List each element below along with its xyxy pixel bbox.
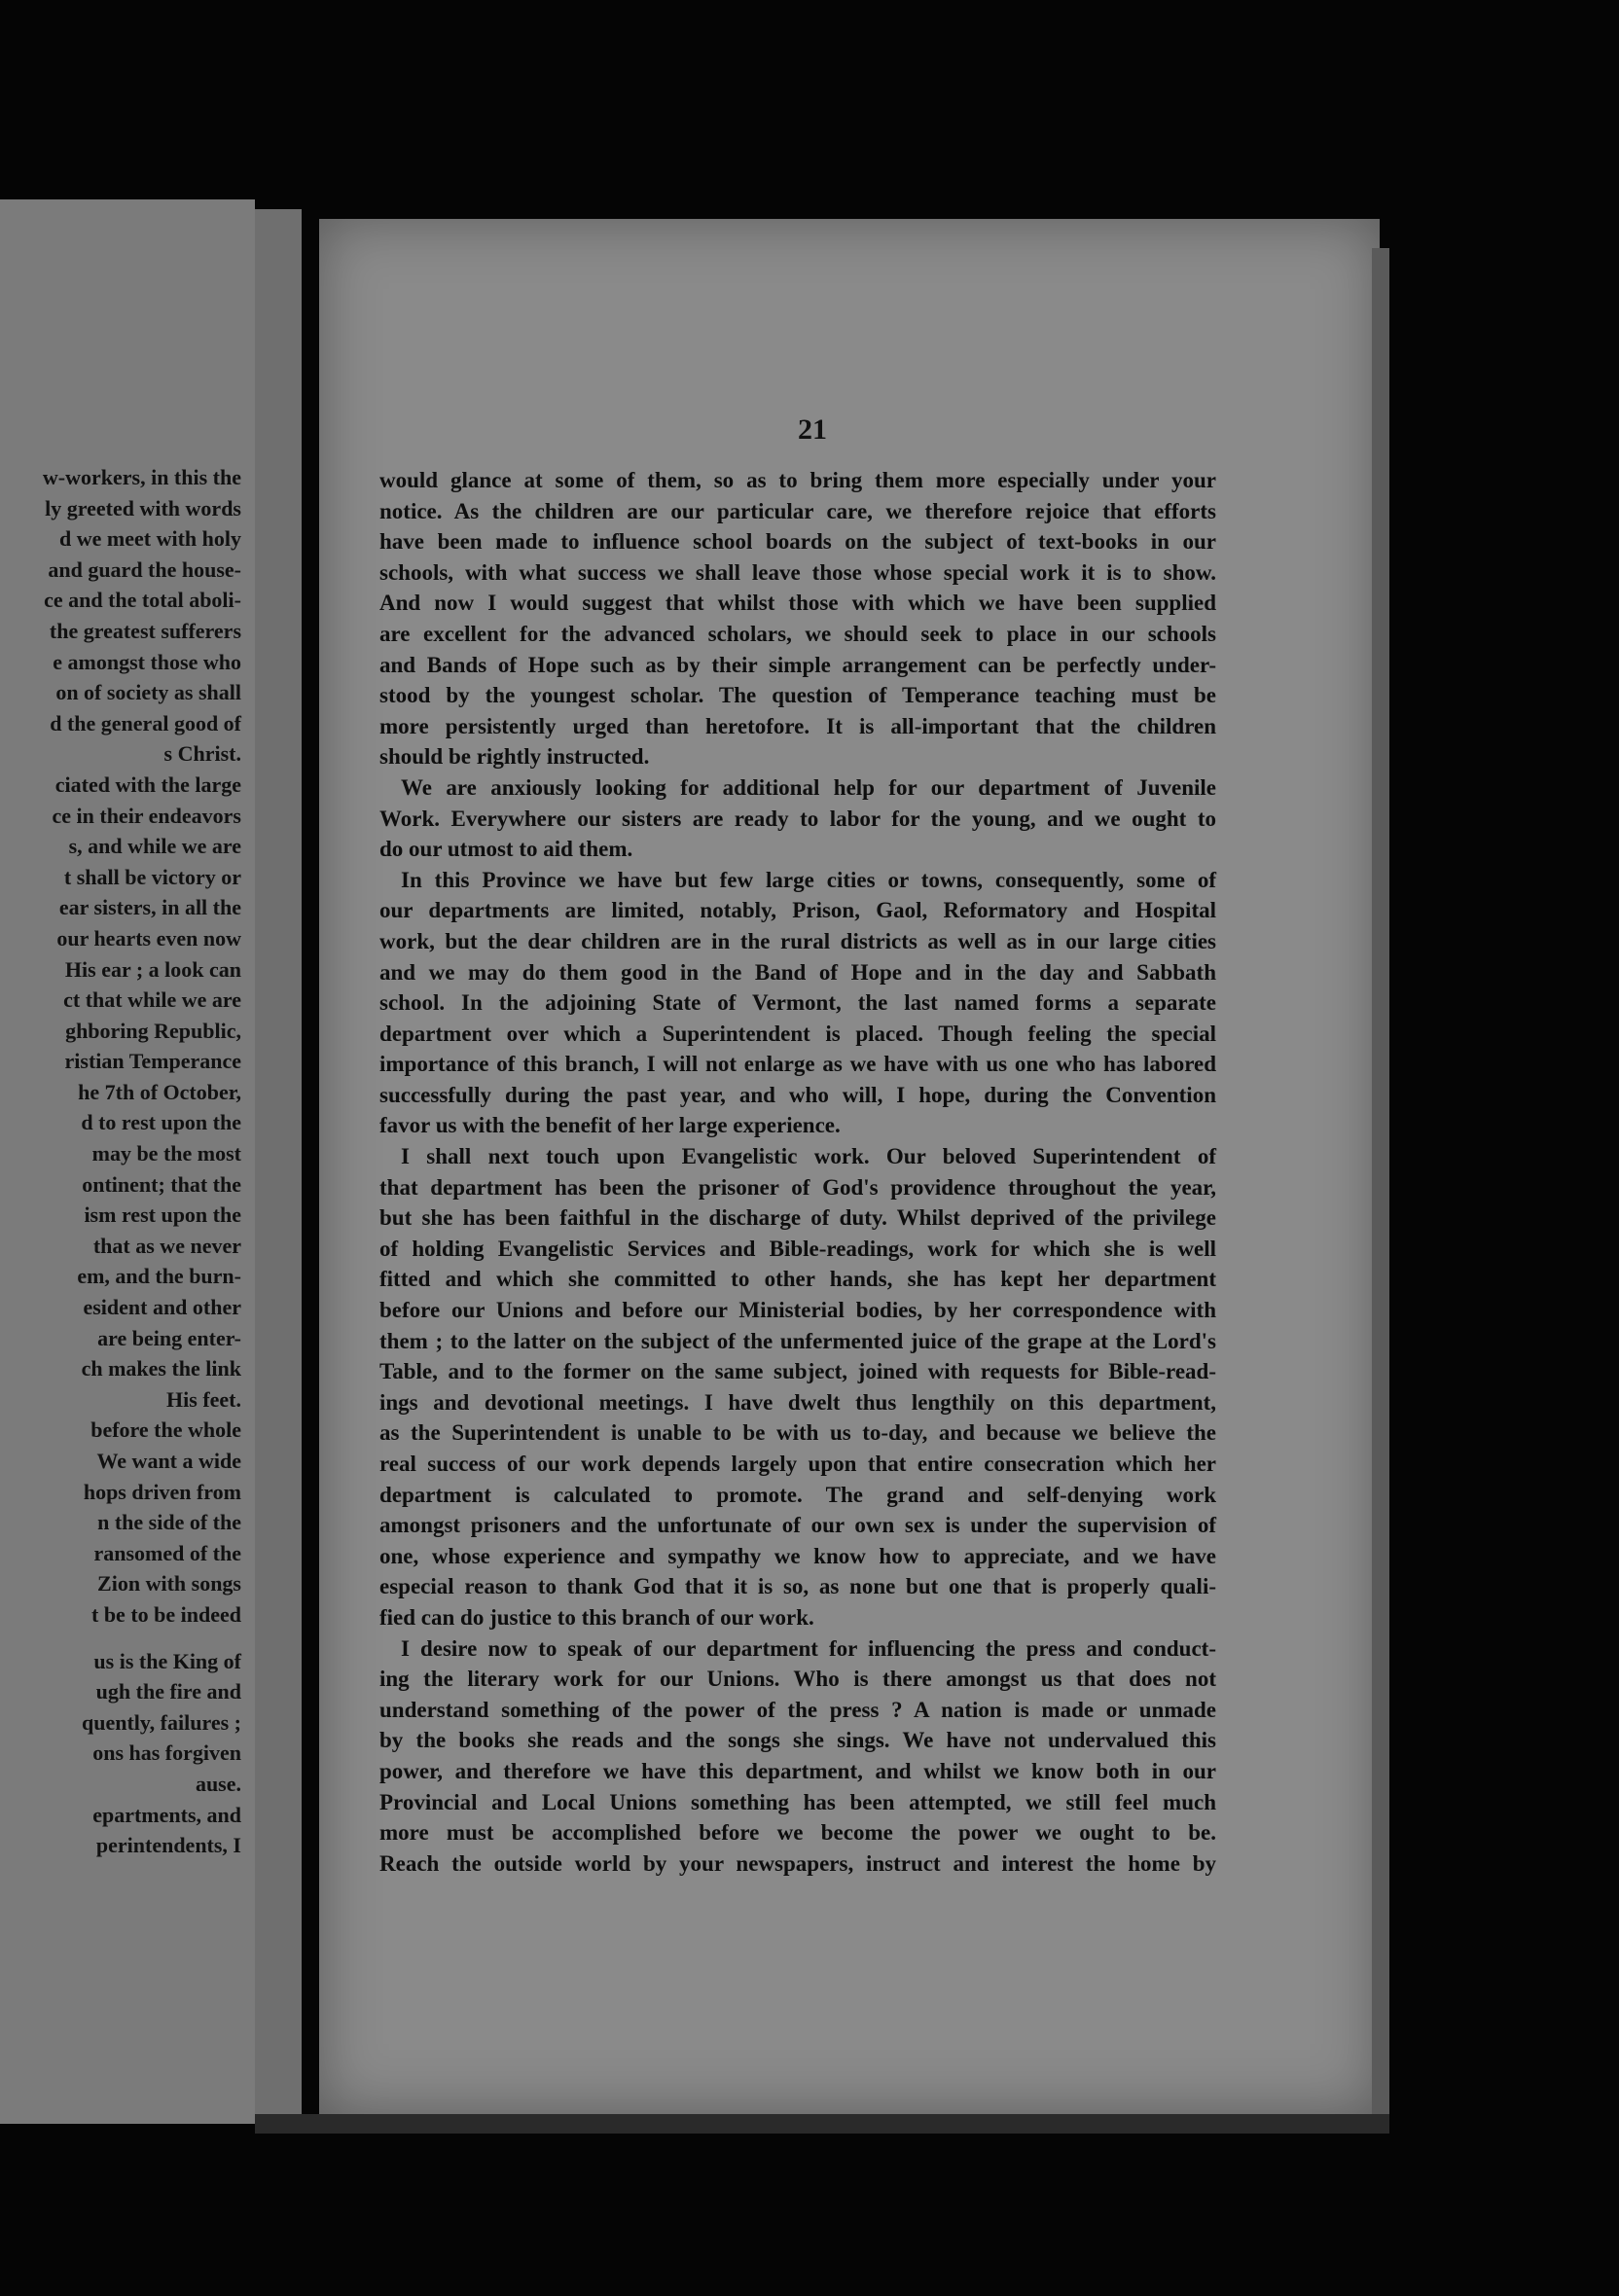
page-edge bbox=[1372, 248, 1389, 2114]
left-text-line: the greatest sufferers bbox=[49, 618, 241, 643]
text-line: We are anxiously looking for additional help for our department of Juvenile bbox=[401, 774, 1216, 800]
text-line: power, and therefore we have this department, and whilst we know both in our bbox=[379, 1758, 1216, 1783]
left-text-line: t be to be indeed bbox=[91, 1601, 241, 1627]
left-text-line: esident and other bbox=[83, 1295, 241, 1320]
text-line: before our Unions and before our Ministerial bodies, by her correspondence with bbox=[379, 1298, 1216, 1323]
text-line: department over which a Superintendent is placed. Though feeling the special bbox=[379, 1021, 1216, 1046]
text-line: stood by the youngest scholar. The question of Temperance teaching must be bbox=[379, 683, 1216, 708]
left-text-line: before the whole bbox=[90, 1417, 241, 1443]
text-line: especial reason to thank God that it is so, as none but one that is properly quali- bbox=[379, 1574, 1216, 1599]
text-line: fied can do justice to this branch of our work. bbox=[379, 1604, 814, 1630]
text-line: ing the literary work for our Unions. Who is there amongst us that does not bbox=[379, 1667, 1216, 1692]
left-text-line: ch makes the link bbox=[81, 1356, 241, 1381]
left-text-line: ghboring Republic, bbox=[65, 1018, 241, 1043]
left-text-line: d we meet with holy bbox=[59, 526, 241, 552]
left-text-line: he 7th of October, bbox=[78, 1079, 241, 1104]
left-text-line: epartments, and bbox=[92, 1802, 241, 1827]
text-line: one, whose experience and sympathy we know how to appreciate, and we have bbox=[379, 1543, 1216, 1568]
text-line: have been made to influence school boards on the subject of text-books in our bbox=[379, 529, 1216, 555]
left-text-line: on of society as shall bbox=[55, 680, 241, 705]
text-line: are excellent for the advanced scholars, we should seek to place in our schools bbox=[379, 621, 1216, 646]
text-line: And now I would suggest that whilst those with which we have been supplied bbox=[379, 591, 1216, 616]
text-line: and we may do them good in the Band of Hope and in the day and Sabbath bbox=[379, 959, 1216, 985]
text-line: schools, with what success we shall leave those whose special work it is to show. bbox=[379, 559, 1216, 585]
left-text-line: quently, failures ; bbox=[81, 1709, 241, 1735]
text-line: understand something of the power of the press ? A nation is made or unmade bbox=[379, 1697, 1216, 1722]
left-text-line: w-workers, in this the bbox=[42, 465, 241, 489]
page-number: 21 bbox=[798, 413, 827, 446]
text-line: ings and devotional meetings. I have dwelt thus lengthily on this department, bbox=[379, 1389, 1216, 1415]
left-text-line: ce and the total aboli- bbox=[44, 588, 241, 613]
left-text-line: t shall be victory or bbox=[63, 864, 241, 889]
text-line: by the books she reads and the songs she sings. We have not undervalued this bbox=[379, 1728, 1216, 1753]
text-line: that department has been the prisoner of God's providence throughout the year, bbox=[379, 1174, 1216, 1200]
text-line: and Bands of Hope such as by their simple arrangement can be perfectly under- bbox=[379, 652, 1216, 677]
text-line: favor us with the benefit of her large experience. bbox=[379, 1113, 841, 1138]
text-line: importance of this branch, I will not enlarge as we have with us one who has labored bbox=[379, 1052, 1216, 1077]
text-line: department is calculated to promote. The grand and self-denying work bbox=[379, 1482, 1216, 1507]
text-line: do our utmost to aid them. bbox=[379, 837, 633, 862]
text-line: school. In the adjoining State of Vermont, the last named forms a separate bbox=[379, 990, 1216, 1016]
left-text-line: ugh the fire and bbox=[95, 1679, 241, 1704]
left-text-line: perintendents, I bbox=[95, 1833, 241, 1858]
body-text bbox=[379, 465, 1216, 1879]
left-text-line: ciated with the large bbox=[54, 771, 241, 797]
text-line: of holding Evangelistic Services and Bible-readings, work for which she is well bbox=[379, 1236, 1216, 1261]
text-line: Table, and to the former on the same subject, joined with requests for Bible-read- bbox=[379, 1359, 1216, 1384]
left-text-line: ct that while we are bbox=[63, 987, 241, 1013]
text-line: Work. Everywhere our sisters are ready to labor for the young, and we ought to bbox=[379, 806, 1216, 831]
text-line: should be rightly instructed. bbox=[379, 744, 650, 770]
left-text-line: His ear ; a look can bbox=[64, 956, 241, 982]
left-text-line: ause. bbox=[195, 1771, 241, 1796]
left-text-line: s, and while we are bbox=[68, 834, 241, 859]
left-text-line: em, and the burn- bbox=[77, 1264, 241, 1289]
left-text-line: hops driven from bbox=[83, 1479, 241, 1504]
left-text-line: ce in their endeavors bbox=[52, 803, 241, 828]
left-text-line: n the side of the bbox=[97, 1510, 241, 1535]
left-text-line: ism rest upon the bbox=[84, 1202, 241, 1228]
left-text-line: Zion with songs bbox=[97, 1571, 241, 1596]
text-line: notice. As the children are our particular care, we therefore rejoice that efforts bbox=[379, 498, 1216, 523]
text-line: but she has been faithful in the discharge of duty. Whilst deprived of the privilege bbox=[379, 1205, 1216, 1231]
text-line: work, but the dear children are in the rural districts as well as in our large cities bbox=[379, 928, 1216, 953]
text-line: as the Superintendent is unable to be with us to-day, and because we believe the bbox=[379, 1420, 1216, 1446]
text-line: more must be accomplished before we become the power we ought to be. bbox=[379, 1820, 1216, 1846]
left-text-line: may be the most bbox=[91, 1141, 241, 1166]
text-line: them ; to the latter on the subject of the unfermented juice of the grape at the Lord's bbox=[379, 1328, 1216, 1353]
left-text-line: and guard the house- bbox=[48, 556, 241, 582]
text-line: Reach the outside world by your newspapers, instruct and interest the home by bbox=[379, 1850, 1216, 1876]
left-text-line: ristian Temperance bbox=[64, 1049, 241, 1074]
left-page-text bbox=[0, 462, 255, 1861]
text-line: would glance at some of them, so as to bring them more especially under your bbox=[379, 468, 1216, 492]
text-line: Provincial and Local Unions something has been attempted, we still feel much bbox=[379, 1789, 1216, 1814]
left-text-line: ear sisters, in all the bbox=[58, 895, 241, 920]
left-text-line: We want a wide bbox=[96, 1449, 241, 1473]
text-line: amongst prisoners and the unfortunate of our own sex is under the supervision of bbox=[379, 1513, 1216, 1538]
text-line: fitted and which she committed to other hands, she has kept her department bbox=[379, 1267, 1216, 1292]
left-text-line: d the general good of bbox=[50, 710, 241, 735]
gutter-divider bbox=[302, 212, 319, 2124]
text-line: In this Province we have but few large cities or towns, consequently, some of bbox=[401, 867, 1216, 892]
gutter-shadow bbox=[255, 209, 302, 2124]
left-text-line: ons has forgiven bbox=[92, 1740, 241, 1766]
left-text-line: are being enter- bbox=[97, 1325, 241, 1350]
left-text-line bbox=[0, 1631, 255, 1646]
text-line: more persistently urged than heretofore. It is all-important that the children bbox=[379, 713, 1216, 738]
text-line: our departments are limited, notably, Prison, Gaol, Reformatory and Hospital bbox=[379, 898, 1216, 923]
text-line: I desire now to speak of our department for influencing the press and conduct- bbox=[401, 1635, 1216, 1661]
text-line: real success of our work depends largely upon that entire consecration which her bbox=[379, 1452, 1216, 1476]
left-text-line: that as we never bbox=[92, 1233, 241, 1258]
left-text-line: ransomed of the bbox=[93, 1540, 241, 1565]
left-text-line: ly greeted with words bbox=[45, 495, 241, 520]
left-text-line: s Christ. bbox=[163, 741, 241, 767]
left-text-line: His feet. bbox=[166, 1386, 241, 1412]
left-text-line: ontinent; that the bbox=[82, 1171, 241, 1197]
left-text-line: e amongst those who bbox=[53, 649, 241, 674]
page-bottom-edge bbox=[255, 2114, 1389, 2134]
text-line: successfully during the past year, and who will, I hope, during the Convention bbox=[379, 1082, 1216, 1107]
left-page-fragment bbox=[0, 199, 255, 2124]
left-text-line: our hearts even now bbox=[56, 925, 241, 951]
text-line: I shall next touch upon Evangelistic work. Our beloved Superintendent of bbox=[401, 1144, 1216, 1169]
left-text-line: us is the King of bbox=[93, 1648, 241, 1673]
left-text-line: d to rest upon the bbox=[81, 1110, 241, 1135]
